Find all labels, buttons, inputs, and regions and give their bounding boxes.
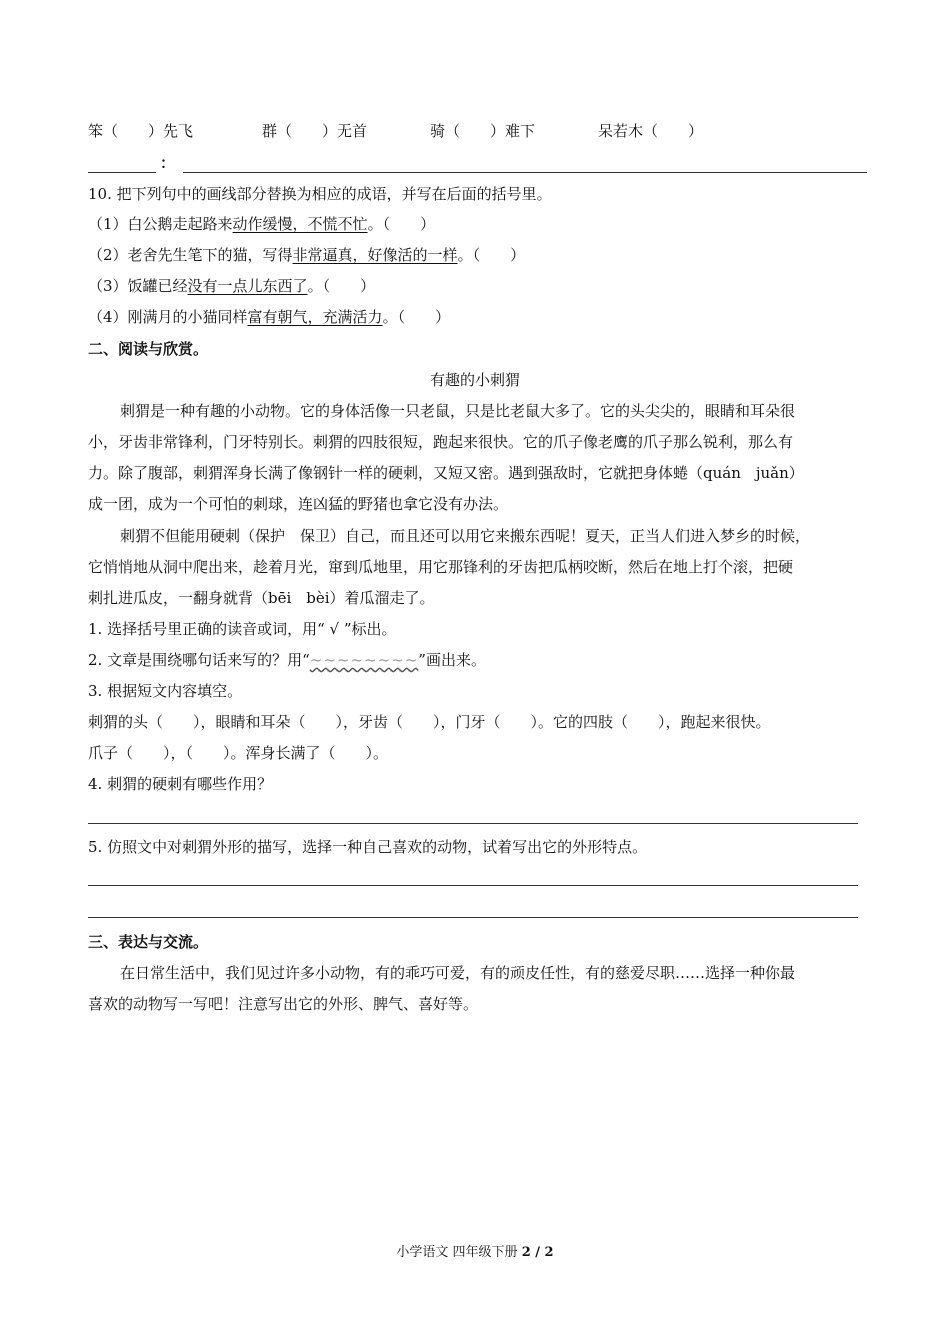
footer-text: 小学语文 四年级下册: [396, 1245, 522, 1260]
paragraph-line: 喜欢的动物写一写吧！注意写出它的外形、脾气、喜好等。: [88, 995, 479, 1013]
underlined-text: 没有一点儿东西了: [187, 277, 308, 295]
question-text: 2. 文章是围绕哪句话来写的？用“: [88, 651, 310, 669]
question-text: ”画出来。: [418, 651, 486, 669]
fill-blank-line[interactable]: 刺猬的头（ ），眼睛和耳朵（ ），牙齿（ ），门牙（ ）。它的四肢（ ），跑起来很快。: [88, 713, 771, 731]
paragraph-line: 小，牙齿非常锋利，门牙特别长。刺猬的四肢很短，跑起来很快。它的爪子像老鹰的爪子那么锐利，那么有: [88, 433, 794, 451]
idiom-item: 群（ ）无首: [262, 122, 368, 140]
q10-item: [88, 307, 450, 327]
question-1: 1. 选择括号里正确的读音或词，用“ √ ”标出。: [88, 620, 397, 638]
item-text: （2）老舍先生笔下的猫，写得: [88, 246, 293, 264]
idiom-item: 笨（ ）先飞: [88, 122, 194, 140]
question-3: 3. 根据短文内容填空。: [88, 682, 243, 700]
answer-blank[interactable]: [88, 158, 156, 173]
paragraph-line: 成一团，成为一个可怕的刺球，连凶猛的野猪也拿它没有办法。: [88, 495, 509, 513]
question-5: 5. 仿照文中对刺猬外形的描写，选择一种自己喜欢的动物，试着写出它的外形特点。: [88, 838, 648, 856]
fill-blank-line[interactable]: 爪子（ ），（ ）。浑身长满了（ ）。: [88, 744, 389, 762]
item-text: （4）刚满月的小猫同样: [88, 308, 248, 326]
paragraph-line: 刺猬不但能用硬刺（保护 保卫）自己，而且还可以用它来搬东西呢！夏天，正当人们进入梦乡的时候，: [120, 527, 811, 545]
article-title: 有趣的小刺猬: [429, 371, 520, 389]
item-text: （1）白公鹅走起路来: [88, 215, 233, 233]
question-2: [88, 650, 486, 670]
underlined-text: 非常逼真，好像活的一样: [292, 246, 458, 264]
colon: ：: [160, 154, 176, 172]
section-heading: 二、阅读与欣赏。: [88, 340, 209, 358]
idiom-row: [88, 121, 703, 141]
paragraph-line: 刺猬是一种有趣的小动物。它的身体活像一只老鼠，只是比老鼠大多了。它的头尖尖的，眼睛和耳朵很: [120, 402, 796, 420]
paragraph-line: 刺扎进瓜皮，一翻身就背（bēi bèi）着瓜溜走了。: [88, 589, 435, 607]
idiom-item: 呆若木（ ）: [598, 122, 704, 140]
q10-item: [88, 245, 525, 265]
underlined-text: 动作缓慢，不慌不忙: [232, 215, 368, 233]
idiom-answer-line: [88, 153, 867, 173]
answer-line[interactable]: [88, 823, 858, 824]
answer-blank[interactable]: [183, 158, 867, 173]
paragraph-line: 在日常生活中，我们见过许多小动物，有的乖巧可爱，有的顽皮任性，有的慈爱尽职……选择一种你最: [120, 964, 796, 982]
item-text: 。（ ）: [307, 277, 376, 295]
answer-line[interactable]: [88, 885, 858, 886]
item-text: 。（ ）: [367, 215, 436, 233]
q10-item: [88, 214, 435, 234]
wavy-line-mark: ~~~~~~~~: [309, 651, 419, 669]
q10-stem: 10. 把下列句中的画线部分替换为相应的成语，并写在后面的括号里。: [88, 185, 552, 203]
page-number: 2 / 2: [521, 1245, 554, 1260]
paragraph-line: 它悄悄地从洞中爬出来，趁着月光，窜到瓜地里，用它那锋利的牙齿把瓜柄咬断，然后在地上打个滚，把硬: [88, 558, 794, 576]
item-text: （3）饭罐已经: [88, 277, 188, 295]
underlined-text: 富有朝气，充满活力: [247, 308, 383, 326]
item-text: 。（ ）: [382, 308, 451, 326]
section-heading: 三、表达与交流。: [88, 933, 209, 951]
question-4: 4. 刺猬的硬刺有哪些作用？: [88, 775, 273, 793]
item-text: 。（ ）: [457, 246, 526, 264]
answer-line[interactable]: [88, 917, 858, 918]
idiom-item: 骑（ ）难下: [430, 122, 536, 140]
paragraph-line: 力。除了腹部，刺猬浑身长满了像钢针一样的硬刺，又短又密。遇到强敌时，它就把身体蜷（quán juǎn）: [88, 464, 804, 482]
q10-item: [88, 276, 375, 296]
page-footer: [0, 1244, 950, 1262]
